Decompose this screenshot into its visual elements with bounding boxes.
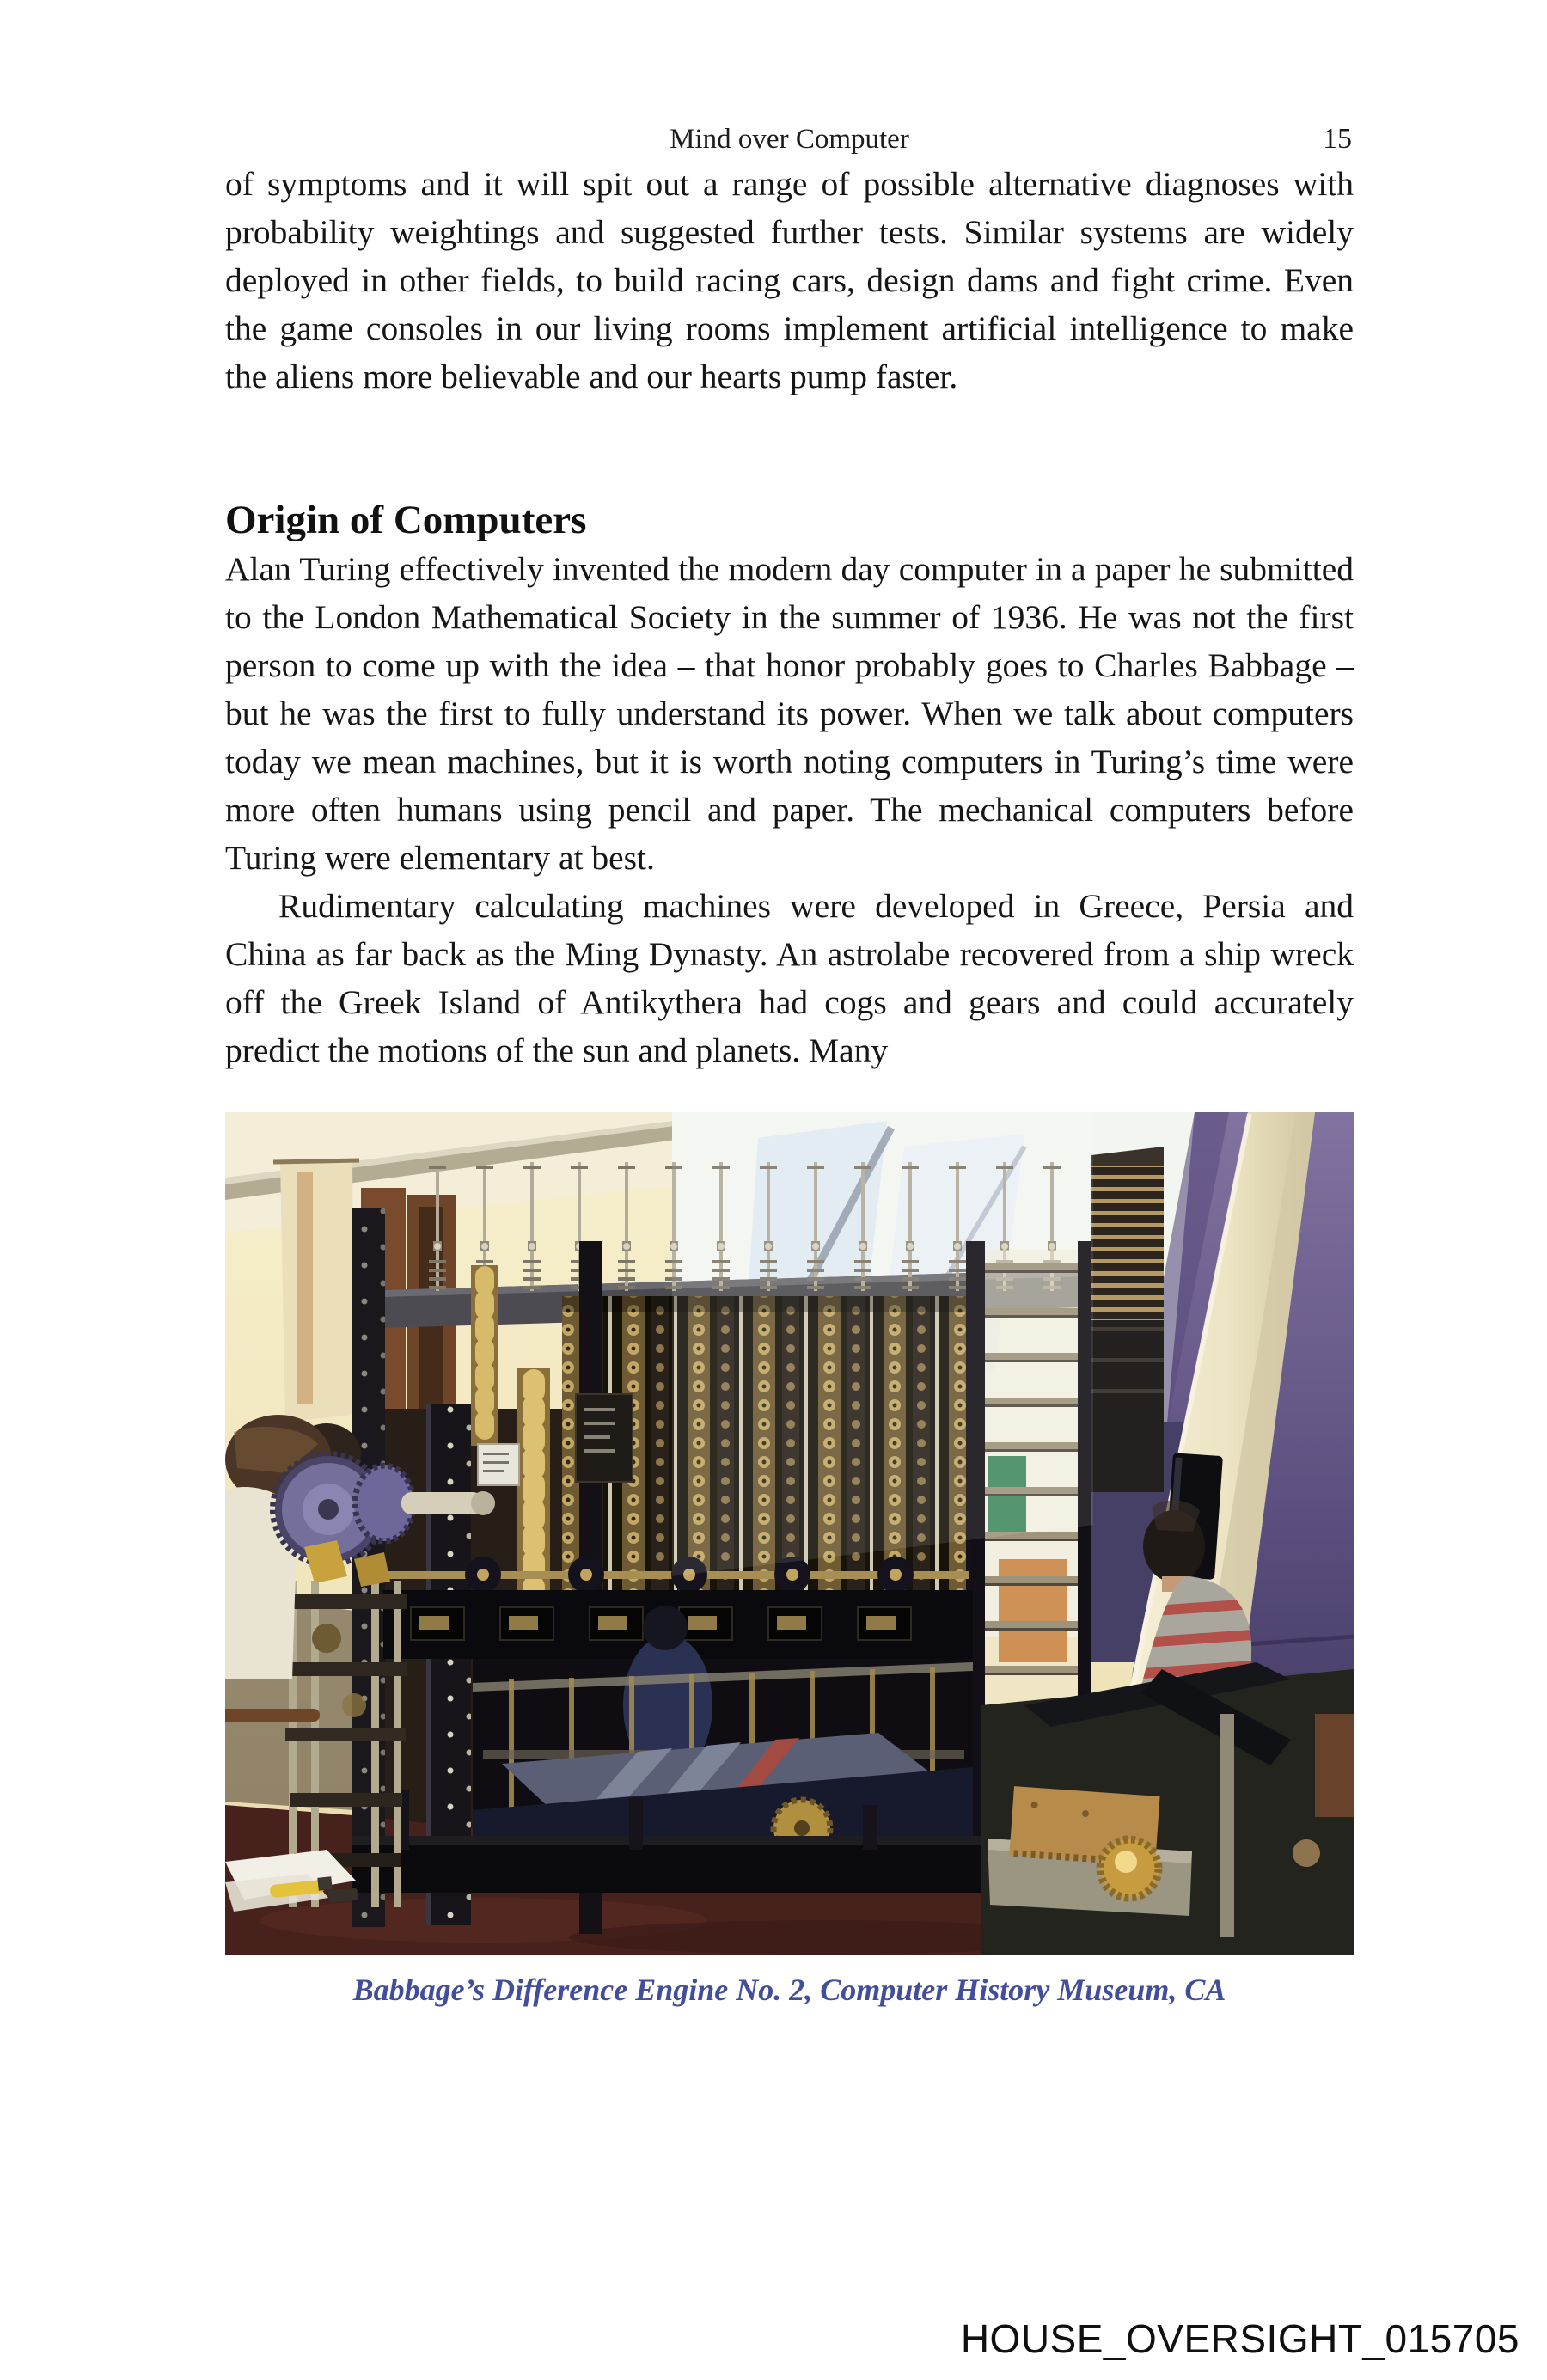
running-header-title: Mind over Computer bbox=[670, 124, 909, 155]
text-column bbox=[225, 0, 1354, 2009]
rope-rail bbox=[225, 1709, 320, 1722]
paragraph-symptoms: of symptoms and it will spit out a range of possible alternative diagnoses with probability weightings and suggested further tests. Similar systems are widely deployed in other fields, to build racing cars, design dams and fight crime. Even the game consoles in our living rooms implement artificial intelligence to make the aliens more believable and our hearts pump faster. bbox=[225, 165, 1354, 395]
glare bbox=[672, 1112, 1093, 1576]
figure bbox=[225, 1112, 1354, 2009]
section-heading: Origin of Computers bbox=[225, 498, 587, 542]
watermark: HOUSE_OVERSIGHT_015705 bbox=[960, 2316, 1519, 2361]
paragraph-rudimentary: Rudimentary calculating machines were developed in Greece, Persia and China as far back as the Ming Dynasty. An astrolabe recovered from a ship wreck off the Greek Island of Antikythera had cogs and gears and could accurately predict the motions of the sun and planets. Many bbox=[225, 887, 1354, 1069]
difference-engine-photo bbox=[225, 1112, 1354, 1955]
running-header bbox=[225, 122, 1354, 160]
page-number: 15 bbox=[1323, 123, 1352, 155]
press-mechanism bbox=[981, 1662, 1354, 1955]
paragraph-turing: Alan Turing effectively invented the modern day computer in a paper he submitted to the London Mathematical Society in the summer of 1936. He was not the first person to come up with the idea – that honor probably goes to Charles Babbage – but he was the first to fully understand its power. When we talk about computers today we mean machines, but it is worth noting computers in Turing’s time were more often humans using pencil and paper. The mechanical computers before Turing were elementary at best. bbox=[225, 550, 1354, 877]
card-tower bbox=[1091, 1147, 1164, 1492]
figure-caption: Babbage’s Difference Engine No. 2, Computer History Museum, CA bbox=[352, 1973, 1226, 2007]
